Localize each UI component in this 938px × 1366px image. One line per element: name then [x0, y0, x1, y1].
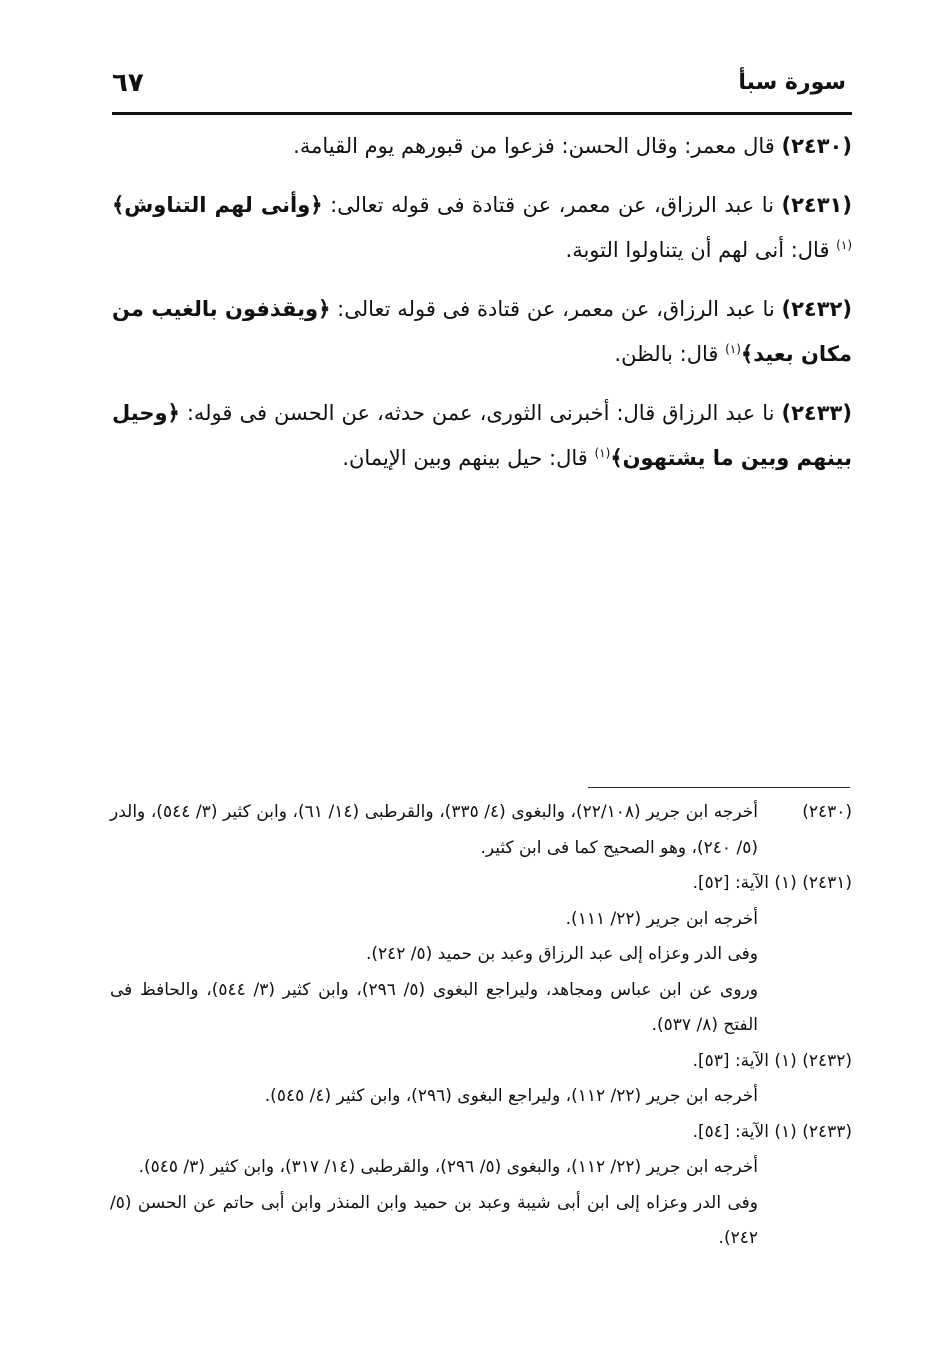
paragraph-text: قال: أنى لهم أن يتناولوا التوبة. — [565, 238, 837, 262]
paragraph-text: نا عبد الرزاق، عن معمر، عن قتادة فى قوله تعالى: — [330, 297, 782, 321]
paragraph-text: قال: حيل بينهم وبين الإيمان. — [342, 446, 595, 470]
footnote-text: أخرجه ابن جرير (٢٢/١٠٨)، والبغوى (٤/ ٣٣٥)، والقرطبى (١٤/ ٦١)، وابن كثير (٣/ ٥٤٤)، والدر (٥/ ٢٤٠)، وهو الصحيح كما فى ابن كثير. — [110, 802, 758, 858]
footnote-2432-header — [110, 1044, 852, 1080]
footnote-2433-header — [110, 1115, 852, 1151]
quran-quote: ﴿ويقذفون بالغيب من مكان بعيد﴾ — [112, 297, 852, 366]
paragraph-2431 — [112, 183, 852, 273]
footnote-label: (٢٤٣١) — [802, 873, 852, 893]
footnote-ayah-ref: (١) الآية: [٥٢]. — [692, 873, 797, 893]
header-divider — [112, 112, 852, 115]
paragraph-text: قال: بالظن. — [614, 342, 726, 366]
footnote-line: وروى عن ابن عباس ومجاهد، وليراجع البغوى (٥/ ٢٩٦)، وابن كثير (٣/ ٥٤٤)، والحافظ فى الفتح (٨/ ٥٣٧). — [110, 979, 758, 1035]
footnote-ayah-ref: (١) الآية: [٥٣]. — [692, 1050, 797, 1071]
main-text — [112, 124, 852, 495]
footnote-2430 — [110, 795, 852, 866]
footnote-label: (٢٤٣٣) — [802, 1121, 852, 1142]
paragraph-text: نا عبد الرزاق، عن معمر، عن قتادة فى قوله تعالى: — [322, 193, 782, 217]
entry-number: (٢٤٣٠) — [781, 134, 852, 158]
entry-number: (٢٤٣٢) — [781, 297, 852, 321]
footnote-divider — [588, 787, 850, 788]
footnote-line: أخرجه ابن جرير (٢٢/ ١١٢)، وليراجع البغوى (٢٩٦)، وابن كثير (٤/ ٥٤٥). — [264, 1086, 758, 1106]
footnote-label: (٢٤٣٢) — [802, 1050, 852, 1071]
paragraph-2432 — [112, 287, 852, 377]
paragraph-text: نا عبد الرزاق قال: أخبرنى الثورى، عمن حدثه، عن الحسن فى قوله: — [179, 401, 782, 425]
page-number: ٦٧ — [112, 68, 144, 98]
footnotes — [110, 795, 852, 1257]
footnote-2431-header — [110, 866, 852, 902]
entry-number: (٢٤٣٣) — [781, 401, 852, 425]
quran-quote: ﴿وحيل بينهم وبين ما يشتهون﴾ — [112, 401, 852, 470]
footnote-label: (٢٤٣٠) — [802, 802, 852, 822]
footnote-ayah-ref: (١) الآية: [٥٤]. — [692, 1121, 797, 1142]
entry-number: (٢٤٣١) — [781, 193, 852, 217]
footnote-line: أخرجه ابن جرير (٢٢/ ١١١). — [565, 908, 758, 929]
paragraph-text: قال معمر: وقال الحسن: فزعوا من قبورهم يوم القيامة. — [293, 134, 782, 158]
footnote-line: وفى الدر وعزاه إلى ابن أبى شيبة وعبد بن حميد وابن المنذر وابن أبى حاتم عن الحسن (٥/ ٢٤٢). — [110, 1192, 758, 1248]
footnote-marker: (١) — [594, 446, 611, 460]
paragraph-2430 — [112, 124, 852, 169]
quran-quote: ﴿وأنى لهم التناوش﴾ — [112, 193, 323, 217]
running-header-title: سورة سبأ — [738, 70, 846, 95]
paragraph-2433 — [112, 391, 852, 481]
footnote-line: أخرجه ابن جرير (٢٢/ ١١٢)، والبغوى (٥/ ٢٩٦)، والقرطبى (١٤/ ٣١٧)، وابن كثير (٣/ ٥٤٥). — [138, 1157, 758, 1177]
footnote-line: وفى الدر وعزاه إلى عبد الرزاق وعبد بن حميد (٥/ ٢٤٢). — [365, 944, 758, 964]
footnote-marker: (١) — [725, 342, 741, 356]
footnote-marker: (١) — [836, 238, 852, 252]
